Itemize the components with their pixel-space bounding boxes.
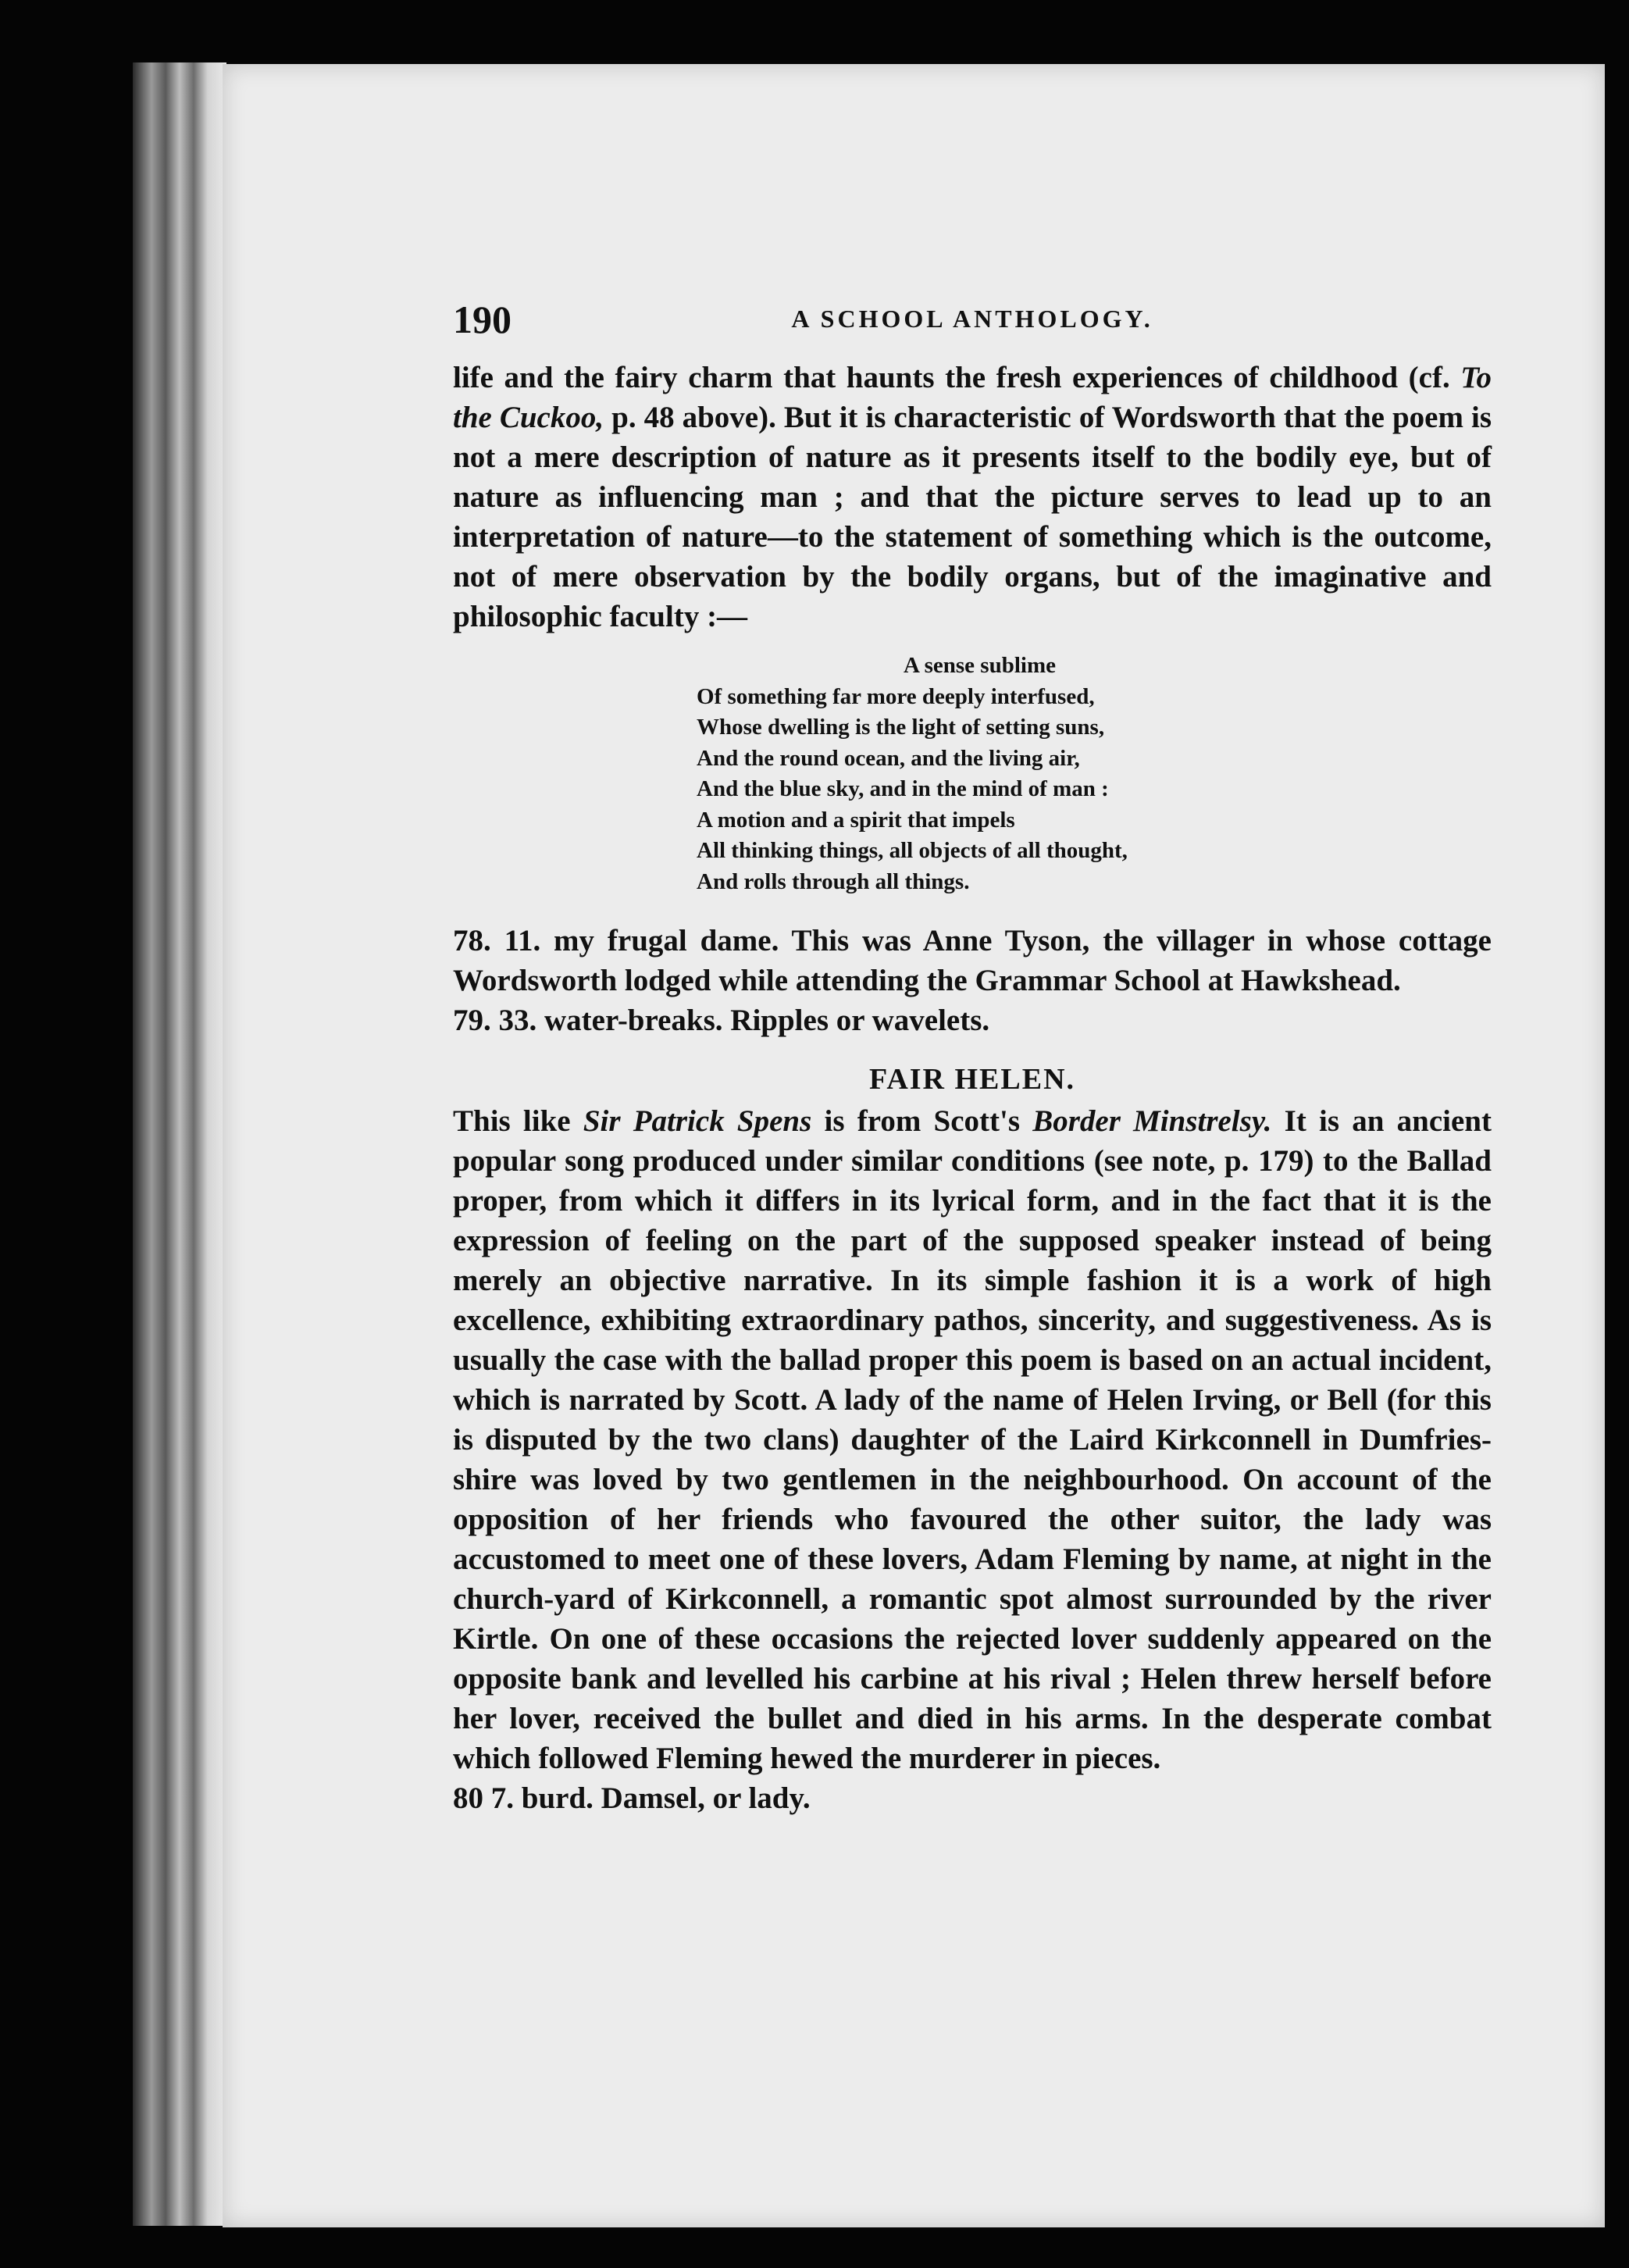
- page-number: 190: [453, 298, 512, 341]
- note-80: [453, 1778, 1492, 1818]
- note-text: Damsel, or lady.: [593, 1781, 811, 1815]
- intro-italic-title: To the Cuckoo,: [453, 361, 1492, 434]
- fh-text-2: is from Scott's: [811, 1104, 1033, 1138]
- intro-paragraph: [453, 358, 1492, 637]
- fh-text-3: It is an ancient popular song produced under similar conditions (see note, p. 179) to the Ballad proper, from which it differs in its lyrical form, and in the fact that it is the expression of feeling on the part of the supposed speaker instead of being merely an objective narrative. In its simple fashion it is a work of high excellence, exhibiting extraordinary pathos, sincerity, and suggestiveness. As is usually the case with the ballad proper this poem is based on an actual incident, which is narrated by Scott. A lady of the name of Helen Irving, or Bell (for this is disputed by the two clans) daughter of the Laird Kirkconnell in Dumfries-shire was loved by two gentlemen in the neighbourhood. On account of the opposition of her friends who favoured the other suitor, the lady was accustomed to meet one of these lovers, Adam Fleming by name, at night in the church-yard of Kirkconnell, a romantic spot almost surrounded by the river Kirtle. On one of these occasions the rejected lover suddenly appeared on the opposite bank and levelled his carbine at his rival ; Helen threw herself before her lover, received the bullet and died in his arms. In the desperate combat which followed Fleming hewed the murderer in pieces.: [453, 1104, 1492, 1775]
- poem-line: A motion and a spirit that impels: [697, 807, 1015, 833]
- note-79: [453, 1000, 1492, 1040]
- note-text: This was Anne Tyson, the villager in whose cottage Wordsworth lodged while attending the Grammar School at Hawkshead.: [453, 924, 1492, 997]
- intro-text-1: life and the fairy charm that haunts the fresh experiences of childhood (cf.: [453, 361, 1461, 394]
- poem-line: Whose dwelling is the light of setting suns,: [697, 715, 1105, 740]
- poem-line: A sense sublime: [904, 653, 1056, 678]
- poem-quote: [697, 651, 1492, 897]
- running-head: [453, 297, 1492, 344]
- fair-helen-paragraph: [453, 1101, 1492, 1778]
- poem-line: And the round ocean, and the living air,: [697, 745, 1080, 771]
- note-ref: 78. 11. my frugal dame.: [453, 924, 779, 957]
- intro-text-2: p. 48 above). But it is characteristic of Wordsworth that the poem is not a mere description of nature as it presents itself to the bodily eye, but of nature as influencing man ; and that the picture serves to lead up to an interpretation of nature—to the statement of something which is the outcome, not of mere observation by the bodily organs, but of the imaginative and philosophic faculty :—: [453, 401, 1492, 633]
- page-content: [453, 297, 1492, 1818]
- fh-text-1: This like: [453, 1104, 583, 1138]
- fh-italic-2: Border Minstrelsy.: [1032, 1104, 1272, 1138]
- poem-line: And the blue sky, and in the mind of man :: [697, 776, 1109, 801]
- fh-italic-1: Sir Patrick Spens: [583, 1104, 812, 1138]
- poem-line: And rolls through all things.: [697, 868, 970, 894]
- note-text: Ripples or wavelets.: [722, 1004, 990, 1037]
- note-ref: 80 7. burd.: [453, 1781, 593, 1815]
- poem-line: Of something far more deeply interfused,: [697, 683, 1095, 709]
- running-title: A SCHOOL ANTHOLOGY.: [791, 305, 1153, 333]
- note-78: [453, 921, 1492, 1000]
- poem-line: All thinking things, all objects of all thought,: [697, 838, 1128, 863]
- page-edge-stack: [133, 62, 226, 2226]
- section-heading: FAIR HELEN.: [868, 1063, 1076, 1096]
- note-ref: 79. 33. water-breaks.: [453, 1004, 723, 1037]
